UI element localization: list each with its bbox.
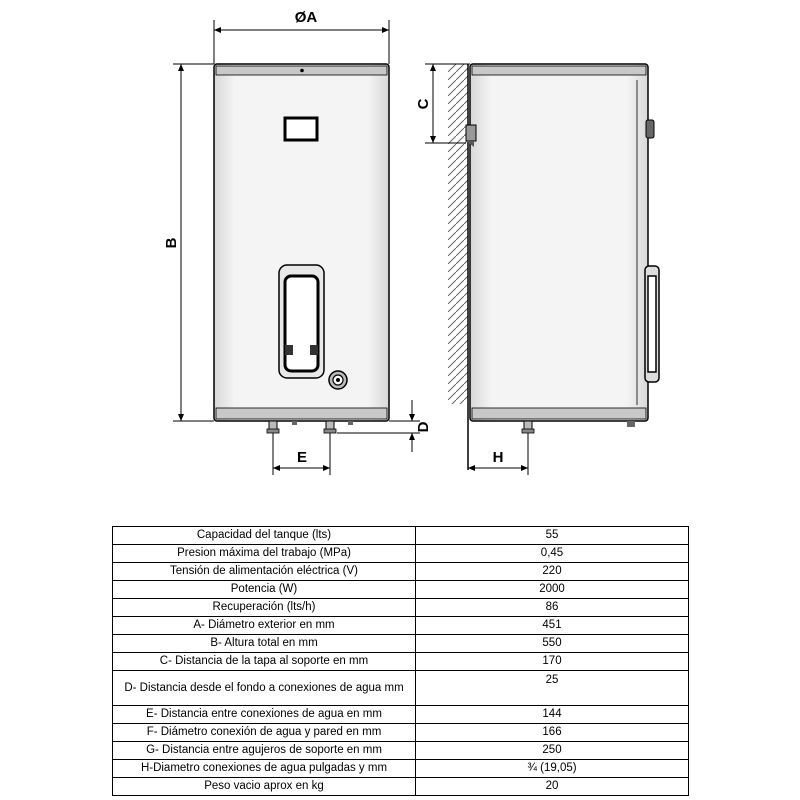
spec-value: 20 <box>416 778 689 796</box>
control-panel <box>279 265 324 378</box>
spec-row <box>113 563 689 581</box>
spec-value: 220 <box>416 563 689 581</box>
spec-value: ¾ (19,05) <box>416 760 689 778</box>
spec-label: Peso vacio aprox en kg <box>113 778 416 796</box>
spec-value: 250 <box>416 742 689 760</box>
dimension-a <box>214 9 389 64</box>
side-view <box>415 64 659 475</box>
spec-table <box>112 526 689 796</box>
spec-label: H-Diametro conexiones de agua pulgadas y mm <box>113 760 416 778</box>
spec-label: Potencia (W) <box>113 581 416 599</box>
spec-value: 550 <box>416 635 689 653</box>
thermometer-window <box>285 118 317 140</box>
spec-row <box>113 671 689 706</box>
spec-label: Tensión de alimentación eléctrica (V) <box>113 563 416 581</box>
spec-value: 166 <box>416 724 689 742</box>
spec-value: 0,45 <box>416 545 689 563</box>
spec-row <box>113 760 689 778</box>
spec-row <box>113 635 689 653</box>
spec-label: Presion máxima del trabajo (MPa) <box>113 545 416 563</box>
spec-label: F- Diámetro conexión de agua y pared en mm <box>113 724 416 742</box>
dimension-h <box>468 433 528 475</box>
spec-label: Recuperación (lts/h) <box>113 599 416 617</box>
spec-table-body <box>113 527 689 796</box>
side-tank-body <box>470 64 648 421</box>
dimension-a-label: ØA <box>294 9 318 26</box>
dimension-h-label: H <box>492 449 504 466</box>
spec-label: G- Distancia entre agujeros de soporte en mm <box>113 742 416 760</box>
spec-label: A- Diámetro exterior en mm <box>113 617 416 635</box>
spec-label: Capacidad del tanque (lts) <box>113 527 416 545</box>
water-connection-side <box>522 421 635 433</box>
front-view <box>163 9 432 475</box>
water-connections-front <box>267 421 353 433</box>
spec-row <box>113 742 689 760</box>
dimension-e <box>273 433 330 475</box>
dimension-d-label: D <box>415 421 432 433</box>
spec-row <box>113 778 689 796</box>
spec-label: B- Altura total en mm <box>113 635 416 653</box>
spec-row <box>113 581 689 599</box>
spec-value: 2000 <box>416 581 689 599</box>
spec-row <box>113 527 689 545</box>
spec-value: 451 <box>416 617 689 635</box>
side-knob <box>646 120 654 138</box>
spec-row <box>113 599 689 617</box>
spec-row <box>113 653 689 671</box>
spec-row <box>113 545 689 563</box>
spec-row <box>113 724 689 742</box>
spec-label: D- Distancia desde el fondo a conexiones de agua mm <box>113 671 416 706</box>
spec-label: C- Distancia de la tapa al soporte en mm <box>113 653 416 671</box>
wall <box>448 64 468 470</box>
dimension-b-label: B <box>163 237 180 249</box>
spec-value: 25 <box>416 671 689 706</box>
spec-value: 86 <box>416 599 689 617</box>
spec-value: 55 <box>416 527 689 545</box>
spec-row <box>113 706 689 724</box>
dimension-e-label: E <box>296 449 308 466</box>
temperature-knob <box>329 371 347 389</box>
spec-label: E- Distancia entre conexiones de agua en mm <box>113 706 416 724</box>
dimension-c-label: C <box>415 98 432 110</box>
spec-row <box>113 617 689 635</box>
dimension-b <box>163 64 214 421</box>
spec-value: 144 <box>416 706 689 724</box>
side-control-housing <box>645 266 659 382</box>
spec-value: 170 <box>416 653 689 671</box>
